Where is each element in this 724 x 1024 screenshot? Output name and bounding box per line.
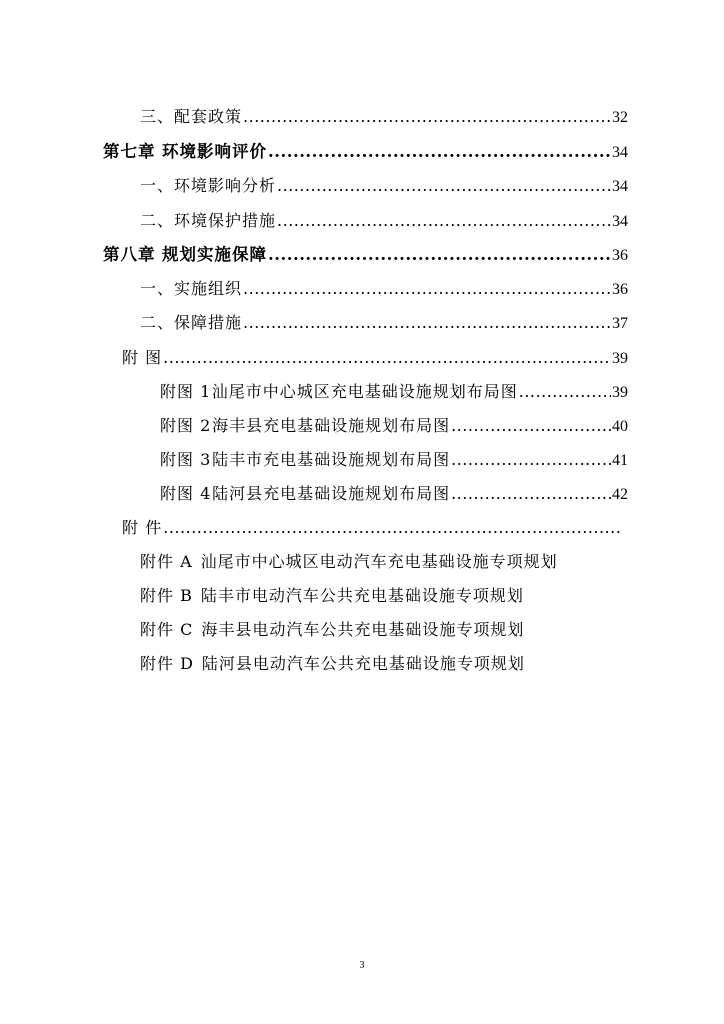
toc-entry[interactable] bbox=[140, 277, 628, 301]
toc-entry-title: 汕尾市中心城区电动汽车充电基础设施专项规划 bbox=[200, 552, 558, 571]
toc-entry[interactable] bbox=[140, 209, 628, 233]
toc-entry-title: 配套政策 bbox=[174, 107, 243, 126]
toc-entry-page: 39 bbox=[612, 350, 628, 367]
toc-entry-page: 34 bbox=[612, 213, 628, 230]
toc-entry-number: 附 bbox=[122, 518, 140, 537]
toc-entry-page: 36 bbox=[612, 247, 628, 264]
toc-entry[interactable] bbox=[160, 380, 628, 404]
toc-chapter-entry[interactable] bbox=[103, 140, 628, 164]
toc-leader-dots bbox=[277, 209, 611, 233]
toc-entry-page: 41 bbox=[612, 452, 628, 469]
toc-entry[interactable] bbox=[140, 105, 628, 129]
toc-entry[interactable] bbox=[140, 618, 620, 642]
toc-entry-number: 附件 D bbox=[140, 654, 194, 673]
toc-entry-title: 规划实施保障 bbox=[161, 245, 267, 264]
toc-entry-title: 汕尾市中心城区充电基础设施规划布局图 bbox=[211, 382, 518, 401]
toc-entry-number: 附图 3 bbox=[160, 450, 212, 469]
toc-entry-title: 图 bbox=[145, 348, 163, 367]
toc-entry-title: 环境影响分析 bbox=[174, 176, 277, 195]
toc-entry-title: 海丰县电动汽车公共充电基础设施专项规划 bbox=[201, 620, 525, 639]
toc-leader-dots bbox=[268, 140, 611, 164]
toc-entry[interactable] bbox=[160, 414, 628, 438]
toc-leader-dots bbox=[163, 346, 611, 370]
toc-entry-title: 陆河县电动汽车公共充电基础设施专项规划 bbox=[201, 654, 525, 673]
toc-entry-number: 三、 bbox=[140, 107, 175, 126]
toc-entry-page: 39 bbox=[612, 384, 628, 401]
toc-entry[interactable] bbox=[140, 584, 620, 608]
toc-entry-page: 34 bbox=[612, 144, 628, 161]
toc-leader-dots bbox=[451, 482, 611, 506]
toc-entry[interactable] bbox=[140, 550, 620, 574]
toc-entry-page: 36 bbox=[612, 281, 628, 298]
toc-leader-dots bbox=[451, 448, 611, 472]
toc-leader-dots bbox=[519, 380, 611, 404]
toc-entry-page: 40 bbox=[612, 418, 628, 435]
toc-entry-number: 第八章 bbox=[103, 245, 156, 264]
toc-entry-number: 附图 1 bbox=[160, 382, 212, 401]
toc-entry-number: 二、 bbox=[140, 211, 175, 230]
toc-entry-title: 陆河县充电基础设施规划布局图 bbox=[212, 484, 451, 503]
toc-entry-title: 件 bbox=[145, 518, 163, 537]
toc-entry[interactable] bbox=[140, 311, 628, 335]
toc-entry-page: 34 bbox=[612, 178, 628, 195]
toc-entry-number: 附件 A bbox=[140, 552, 193, 571]
toc-chapter-entry[interactable] bbox=[103, 243, 628, 267]
toc-entry-number: 附件 C bbox=[140, 620, 194, 639]
toc-entry-title: 环境影响评价 bbox=[161, 142, 267, 161]
toc-entry-number: 附图 4 bbox=[160, 484, 212, 503]
toc-leader-dots bbox=[451, 414, 611, 438]
toc-entry[interactable] bbox=[160, 482, 628, 506]
toc-leader-dots bbox=[163, 516, 621, 540]
toc-entry-title: 陆丰市电动汽车公共充电基础设施专项规划 bbox=[200, 586, 524, 605]
toc-leader-dots bbox=[243, 311, 611, 335]
toc-entry[interactable] bbox=[140, 652, 620, 676]
toc-entry-page: 32 bbox=[612, 109, 628, 126]
toc-entry-title: 实施组织 bbox=[174, 279, 243, 298]
toc-entry-number: 附件 B bbox=[140, 586, 193, 605]
toc-entry-title: 海丰县充电基础设施规划布局图 bbox=[212, 416, 451, 435]
toc-entry-title: 陆丰市充电基础设施规划布局图 bbox=[212, 450, 451, 469]
page-number: 3 bbox=[359, 960, 365, 971]
toc-entry-number: 附图 2 bbox=[160, 416, 212, 435]
toc-leader-dots bbox=[268, 243, 611, 267]
toc-entry-number: 一、 bbox=[140, 176, 175, 195]
toc-entry-number: 一、 bbox=[140, 279, 175, 298]
toc-entry-page: 42 bbox=[612, 486, 628, 503]
toc-leader-dots bbox=[243, 277, 611, 301]
toc-entry-number: 第七章 bbox=[103, 142, 156, 161]
toc-leader-dots bbox=[243, 105, 611, 129]
toc-entry-page: 37 bbox=[612, 315, 628, 332]
toc-entry-number: 附 bbox=[122, 348, 140, 367]
toc-entry[interactable] bbox=[160, 448, 628, 472]
toc-entry[interactable] bbox=[122, 516, 622, 540]
toc-entry-title: 保障措施 bbox=[174, 313, 243, 332]
toc-leader-dots bbox=[277, 174, 611, 198]
toc-entry[interactable] bbox=[140, 174, 628, 198]
toc-entry-title: 环境保护措施 bbox=[174, 211, 277, 230]
toc-entry-number: 二、 bbox=[140, 313, 175, 332]
toc-entry[interactable] bbox=[122, 346, 628, 370]
